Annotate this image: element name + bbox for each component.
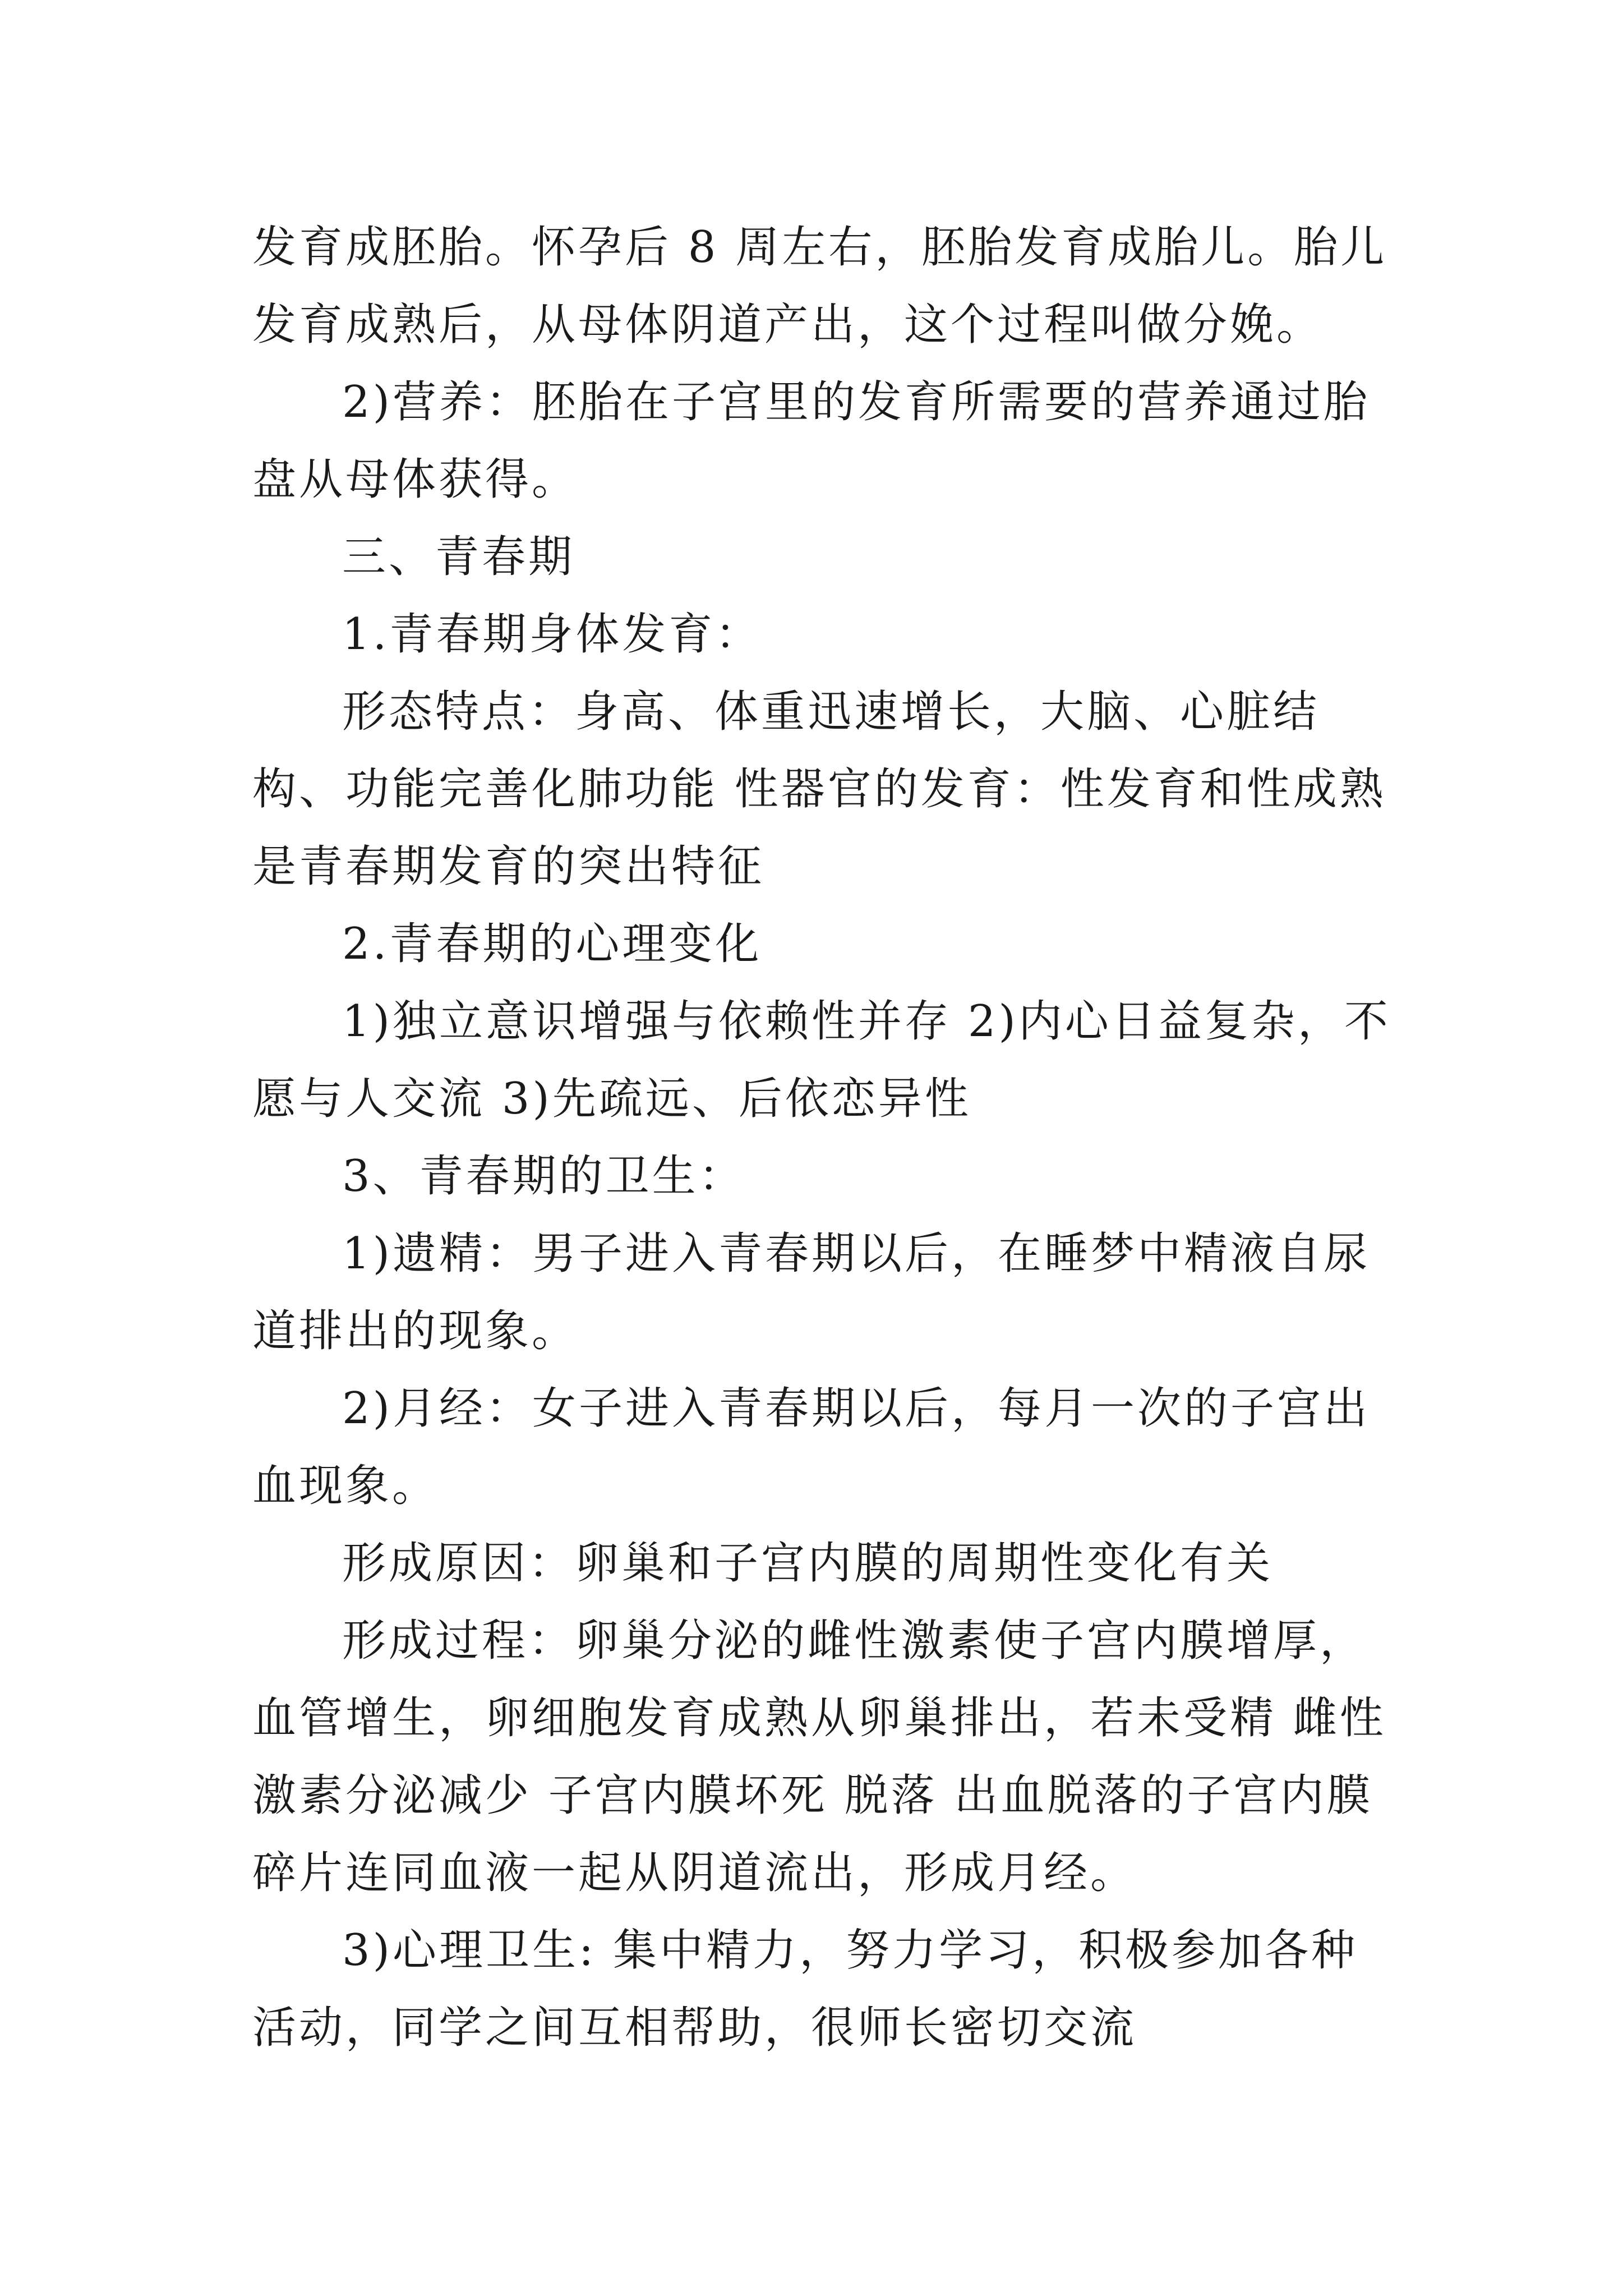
paragraph-process: 形成过程：卵巢分泌的雌性激素使子宫内膜增厚，血管增生，卵细胞发育成熟从卵巢排出，若未受精 雌性激素分泌减少 子宫内膜坏死 脱落 出血脱落的子宫内膜碎片连同血液一起从阴道流出，形成月经。	[252, 1616, 1386, 1898]
paragraph-embryo-development: 发育成胚胎。怀孕后 8 周左右，胚胎发育成胎儿。胎儿发育成熟后，从母体阴道产出，这个过程叫做分娩。	[252, 222, 1387, 350]
paragraph-psychological-list: 1)独立意识增强与依赖性并存 2)内心日益复杂，不愿与人交流 3)先疏远、后依恋异性	[252, 996, 1391, 1124]
paragraph-mental-hygiene: 3)心理卫生: 集中精力，努力学习，积极参加各种活动，同学之间互相帮助，很师长密切交流	[252, 1925, 1358, 2053]
subheading-psychological-changes: 2.青春期的心理变化	[342, 919, 762, 969]
document-body	[252, 209, 1396, 2067]
subheading-physical-development: 1.青春期身体发育：	[342, 609, 762, 660]
paragraph-nocturnal-emission: 1)遗精：男子进入青春期以后，在睡梦中精液自尿道排出的现象。	[252, 1228, 1371, 1356]
paragraph-morphology: 形态特点：身高、体重迅速增长，大脑、心脏结构、功能完善化肺功能 性器官的发育：性发育和性成熟是青春期发育的突出特征	[252, 687, 1386, 892]
paragraph-cause: 形成原因：卵巢和子宫内膜的周期性变化有关	[342, 1538, 1274, 1589]
section-heading-puberty: 三、青春期	[342, 532, 575, 582]
subheading-hygiene: 3、青春期的卫生：	[342, 1151, 745, 1202]
paragraph-nutrition: 2)营养：胚胎在子宫里的发育所需要的营养通过胎盘从母体获得。	[252, 377, 1371, 505]
paragraph-menstruation: 2)月经：女子进入青春期以后，每月一次的子宫出血现象。	[252, 1383, 1371, 1511]
